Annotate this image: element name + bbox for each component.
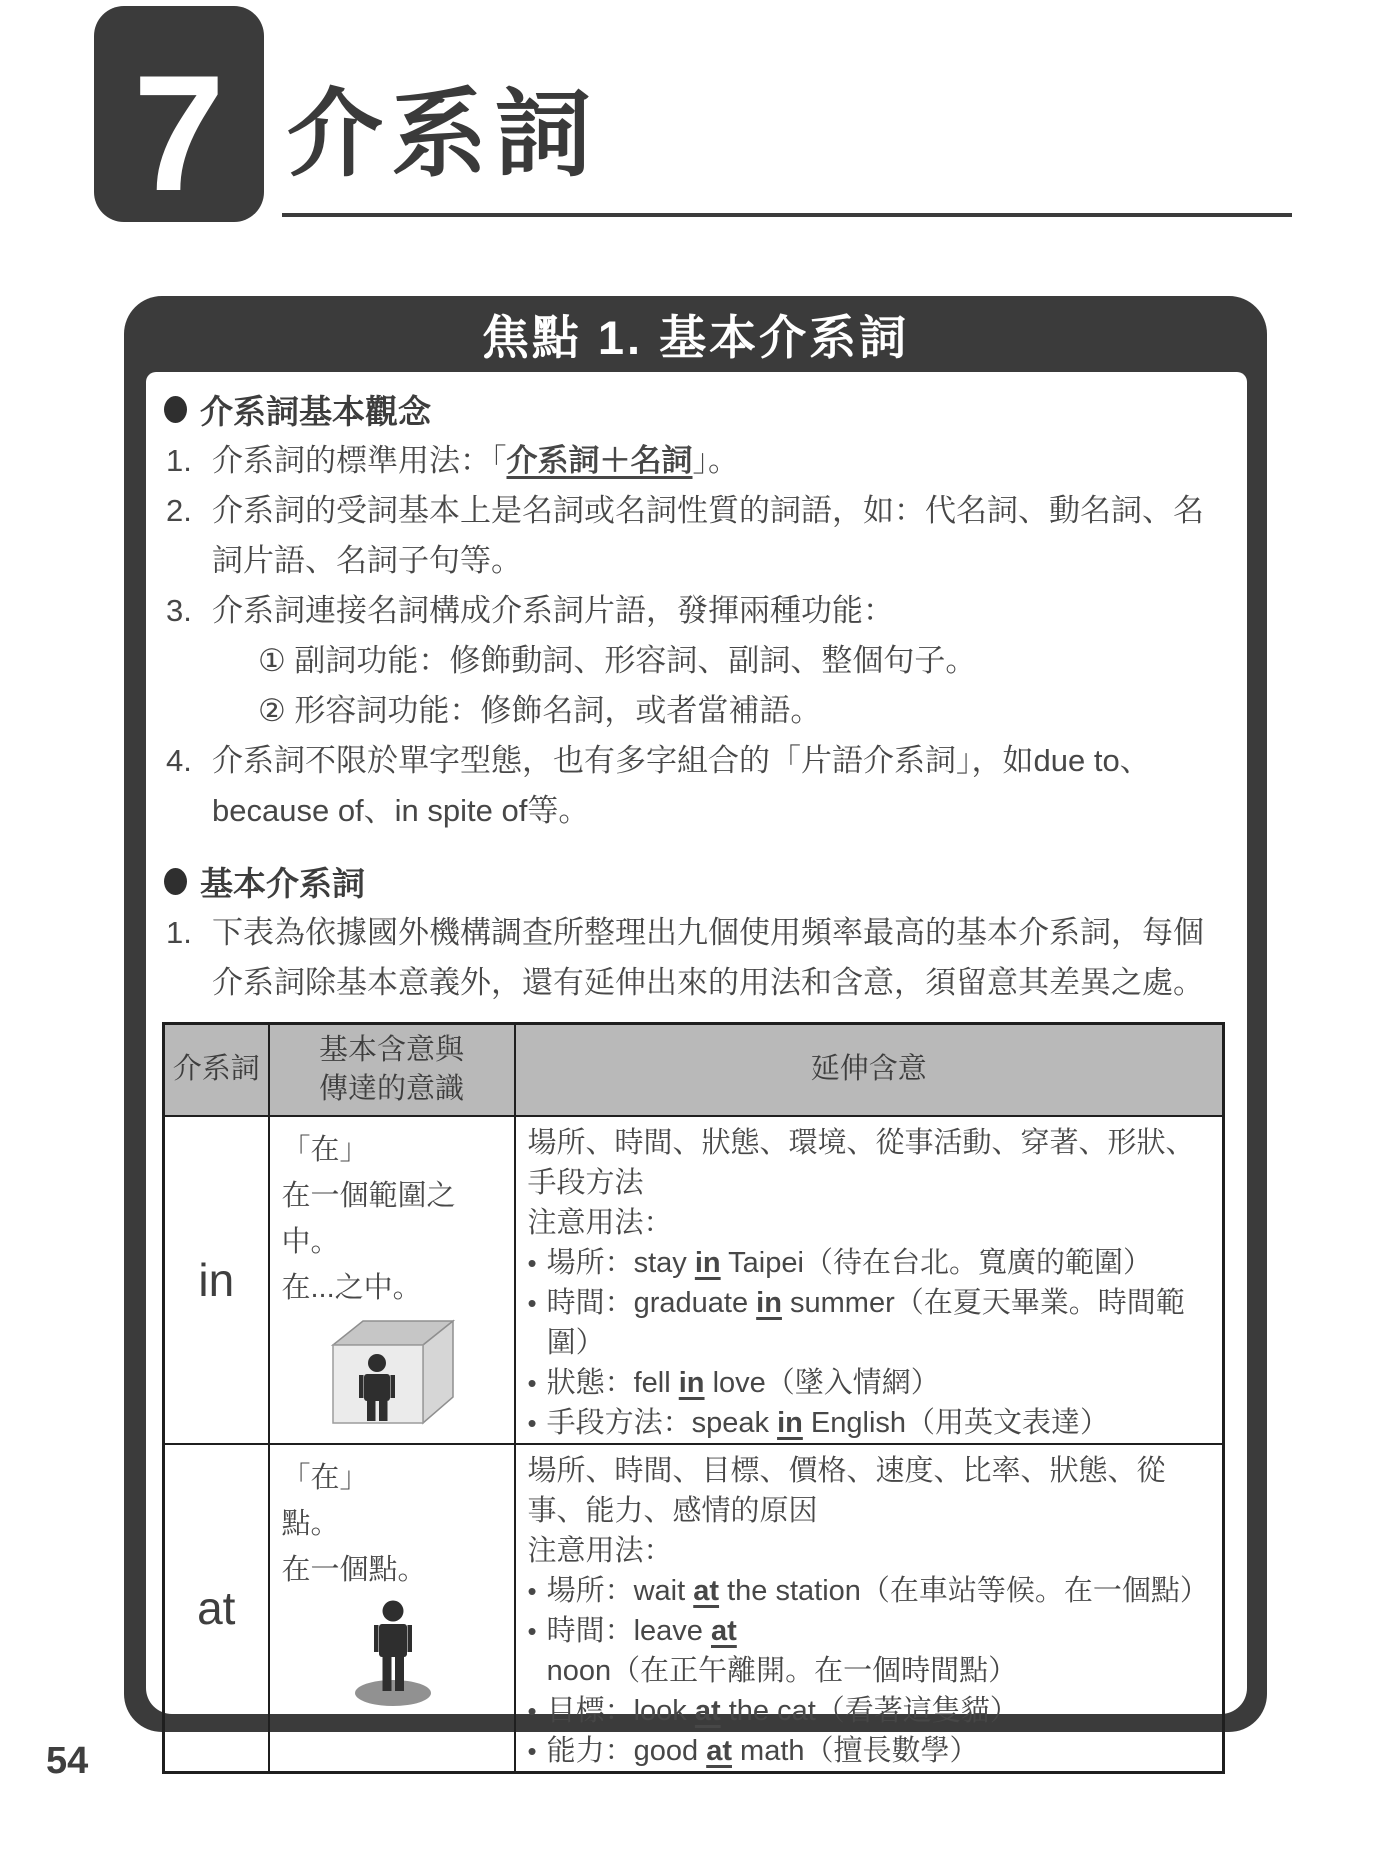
header-preposition: 介系詞 [164,1024,269,1117]
icon-wrap [282,1315,504,1441]
preposition-word: at [164,1444,269,1773]
item-number: 4. [166,743,192,778]
item-text: 介系詞的受詞基本上是名詞或名詞性質的詞語，如：代名詞、動名詞、名詞片語、名詞子句等。 [212,493,1204,578]
item-number: 1. [166,443,192,478]
extended-meaning-cell [515,1116,1224,1444]
focus-content [146,372,1247,1767]
bullet: • [527,1368,537,1398]
bullet: • [527,1288,537,1318]
example-text: 手段方法：speak in English（用英文表達） [546,1407,1110,1439]
section-heading-basics [164,860,1225,902]
list-item [162,908,1225,1008]
extended-intro: 場所、時間、狀態、環境、從事活動、穿著、形狀、手段方法 [527,1127,1195,1199]
person-in-cube-icon [330,1315,456,1427]
example-line [528,1611,1215,1691]
focus-box [124,296,1267,1767]
section-bullet-icon [164,868,187,895]
item-number: 1. [166,915,192,950]
list-item [162,736,1225,836]
bullet: • [527,1248,537,1278]
item-text: 介系詞不限於單字型態，也有多字組合的「片語介系詞」，如due to、because of、in spite of等。 [212,743,1151,828]
example-text: 場所：wait at the station（在車站等候。在一個點） [546,1575,1209,1607]
section-heading-concepts [164,388,1225,430]
bullet: • [527,1576,537,1606]
bullet: • [527,1696,537,1726]
item-number: 2. [166,493,192,528]
meaning-line: 在...之中。 [281,1272,422,1304]
example-text: 時間：graduate in summer（在夏天畢業。時間範圍） [546,1287,1185,1359]
item-number: 3. [166,593,192,628]
meaning-line: 「在」 [281,1462,369,1494]
table-row-in [164,1116,1224,1444]
example-text: 狀態：fell in love（墜入情網） [546,1367,940,1399]
focus-title: 焦點 1. 基本介系詞 [481,310,910,364]
preposition-word: in [164,1116,269,1444]
header-basic-meaning-line1: 基本含意與 [318,1033,464,1066]
meaning-line: 「在」 [281,1134,369,1166]
item-text: 下表為依據國外機構調查所整理出九個使用頻率最高的基本介系詞，每個介系詞除基本意義外，還有延伸出來的用法和含意，須留意其差異之處。 [212,915,1204,1000]
chapter-title: 介系詞 [287,81,599,188]
list-item [162,436,1225,486]
extended-meaning-cell [515,1444,1224,1773]
bullet: • [527,1616,537,1646]
meaning-line: 在一個點。 [281,1554,427,1586]
item-text: 介系詞的標準用法：「介系詞＋名詞」。 [212,443,739,478]
list-subitem: ② 形容詞功能：修飾名詞，或者當補語。 [258,693,822,728]
table-row-at [164,1444,1224,1773]
section-heading-label: 介系詞基本觀念 [200,392,431,430]
example-text: 能力：good at math（擅長數學） [546,1735,979,1767]
usage-note-label: 注意用法： [527,1535,673,1567]
header-basic-meaning-line2: 傳達的意識 [318,1073,464,1105]
example-line [528,1731,1215,1771]
chapter-number: 7 [133,41,225,225]
list-subitem: ① 副詞功能：修飾動詞、形容詞、副詞、整個句子。 [258,643,977,678]
example-text: 場所：stay in Taipei（待在台北。寬廣的範圍） [546,1247,1152,1279]
item-text: 介系詞連接名詞構成介系詞片語，發揮兩種功能： [212,593,894,628]
prepositions-table [162,1022,1225,1774]
icon-wrap [282,1597,504,1721]
example-line [528,1283,1215,1363]
meaning-line: 點。 [281,1508,340,1540]
chapter-number-box [94,6,264,225]
meaning-line: 在一個範圍之中。 [281,1180,456,1258]
page-number: 54 [46,1740,89,1782]
example-line [528,1243,1215,1283]
person-on-spot-icon [351,1597,435,1707]
title-divider [282,213,1292,217]
section-bullet-icon [164,396,187,423]
list-item [162,586,1225,636]
bullet: • [527,1408,537,1438]
basic-meaning-cell [269,1444,515,1773]
header-basic-meaning [269,1024,515,1117]
basic-meaning-cell [269,1116,515,1444]
section-heading-label: 基本介系詞 [200,864,365,902]
example-text: 目標：look at the cat（看著這隻貓） [546,1695,1019,1727]
usage-note-label: 注意用法： [527,1207,673,1239]
example-line [528,1403,1215,1443]
example-line [528,1691,1215,1731]
list-item [162,486,1225,586]
table-header-row [164,1024,1224,1117]
example-line [528,1363,1215,1403]
header-extended-meaning: 延伸含意 [515,1024,1224,1117]
bullet: • [527,1736,537,1766]
example-line [528,1571,1215,1611]
example-text: 時間：leave at noon（在正午離開。在一個時間點） [546,1615,1018,1687]
extended-intro: 場所、時間、目標、價格、速度、比率、狀態、從事、能力、感情的原因 [527,1455,1166,1527]
